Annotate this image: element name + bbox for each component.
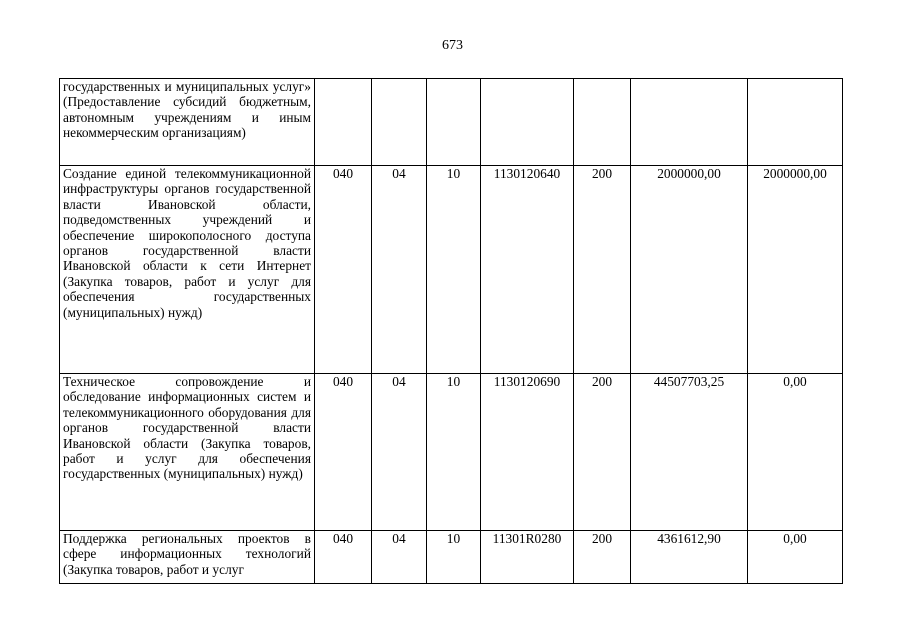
expense-type-code: [574, 79, 631, 166]
subsection-code: 10: [427, 374, 481, 531]
subsection-code: [427, 79, 481, 166]
section-code: 04: [372, 531, 427, 584]
target-code: 1130120690: [481, 374, 574, 531]
amount-year-1: 4361612,90: [631, 531, 748, 584]
target-code: 11301R0280: [481, 531, 574, 584]
row-description: Техническое сопровождение и обследование информационных систем и телекоммуникационного оборудования для органов государственной власти Ивановской области (Закупка товаров, работ и услуг для обеспечения государственных (муниципальных) нужд): [60, 374, 315, 531]
subsection-code: 10: [427, 166, 481, 374]
row-description: Поддержка региональных проектов в сфере информационных технологий (Закупка товаров, работ и услуг: [60, 531, 315, 584]
expense-type-code: 200: [574, 166, 631, 374]
table-row: [60, 374, 843, 531]
table-row: [60, 79, 843, 166]
amount-year-2: 0,00: [748, 531, 843, 584]
expense-type-code: 200: [574, 531, 631, 584]
amount-year-1: 44507703,25: [631, 374, 748, 531]
admin-code: 040: [315, 531, 372, 584]
expense-type-code: 200: [574, 374, 631, 531]
table-row: [60, 166, 843, 374]
amount-year-2: [748, 79, 843, 166]
section-code: 04: [372, 374, 427, 531]
target-code: 1130120640: [481, 166, 574, 374]
amount-year-1: [631, 79, 748, 166]
target-code: [481, 79, 574, 166]
admin-code: 040: [315, 374, 372, 531]
admin-code: [315, 79, 372, 166]
section-code: 04: [372, 166, 427, 374]
amount-year-2: 0,00: [748, 374, 843, 531]
amount-year-2: 2000000,00: [748, 166, 843, 374]
row-description: Создание единой телекоммуникационной инфраструктуры органов государственной власти Ивановской области, подведомственных учреждений и обеспечение широкополосного доступа органов государственной власти Ивановской области к сети Интернет (Закупка товаров, работ и услуг для обеспечения государственных (муниципальных) нужд): [60, 166, 315, 374]
budget-table: [59, 78, 843, 584]
table-row: [60, 531, 843, 584]
row-description: государственных и муниципальных услуг» (Предоставление субсидий бюджетным, автономным учреждениям и иным некоммерческим организациям): [60, 79, 315, 166]
amount-year-1: 2000000,00: [631, 166, 748, 374]
subsection-code: 10: [427, 531, 481, 584]
page-number: 673: [442, 38, 463, 53]
admin-code: 040: [315, 166, 372, 374]
section-code: [372, 79, 427, 166]
